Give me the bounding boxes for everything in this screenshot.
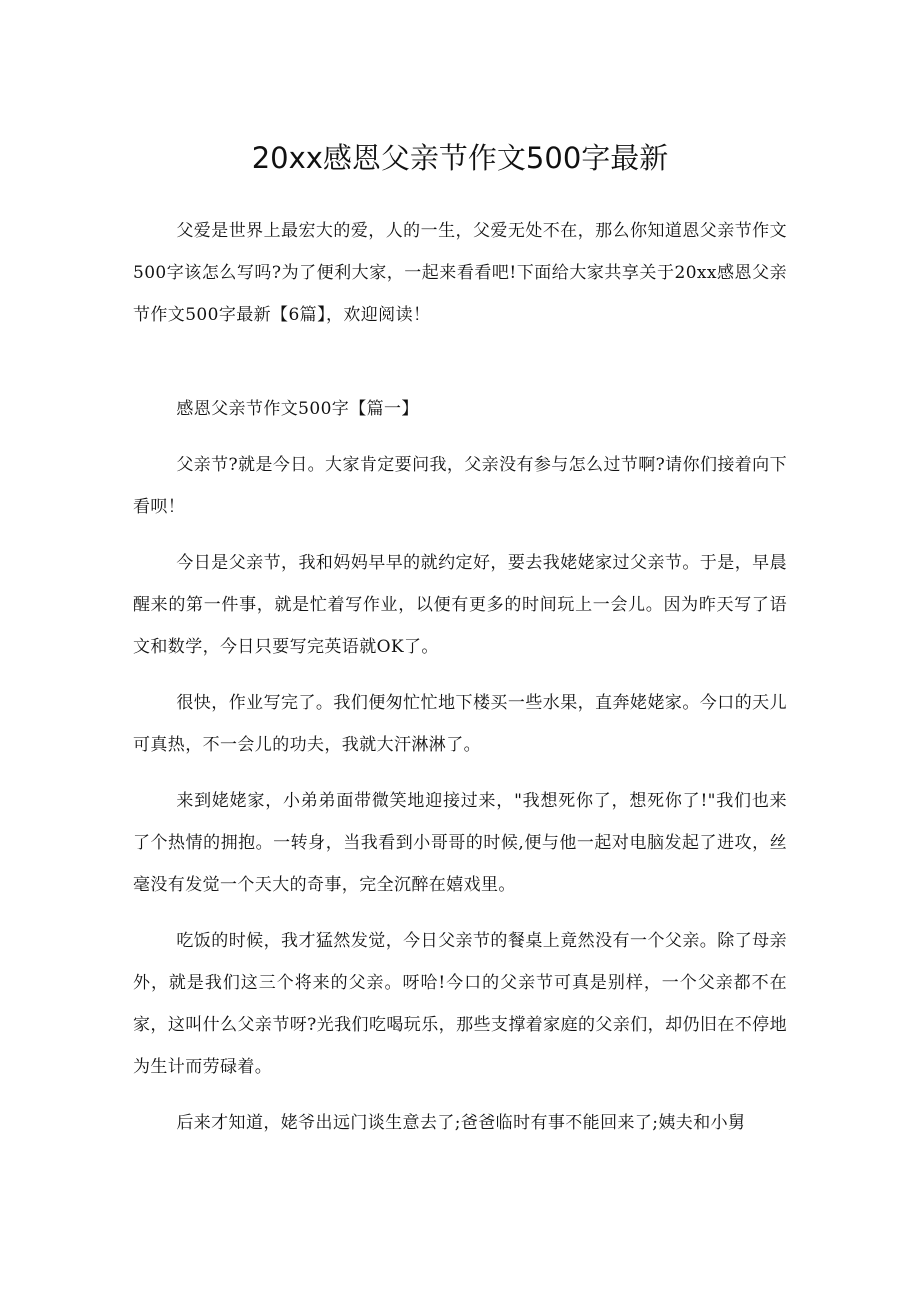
body-paragraph-1: 父亲节?就是今日。大家肯定要问我，父亲没有参与怎么过节啊?请你们接着向下看呗！ xyxy=(133,455,787,517)
intro-paragraph: 父爱是世界上最宏大的爱，人的一生，父爱无处不在，那么你知道恩父亲节作文500字该怎么写吗?为了便利大家，一起来看看吧!下面给大家共享关于20xx感恩父亲节作文500字最新【6篇】，欢迎阅读！ xyxy=(133,221,787,325)
body-paragraph-4: 来到姥姥家，小弟弟面带微笑地迎接过来，"我想死你了，想死你了!"我们也来了个热情的拥抱。一转身，当我看到小哥哥的时候,便与他一起对电脑发起了进攻，丝毫没有发觉一个天大的奇事，完全沉醉在嬉戏里。 xyxy=(133,791,787,895)
body-paragraph-2: 今日是父亲节，我和妈妈早早的就约定好，要去我姥姥家过父亲节。于是，早晨醒来的第一件事，就是忙着写作业，以便有更多的时间玩上一会儿。因为昨天写了语文和数学，今日只要写完英语就OK了。 xyxy=(133,553,787,657)
document-body xyxy=(133,210,787,1144)
body-paragraph-6: 后来才知道，姥爷出远门谈生意去了;爸爸临时有事不能回来了;姨夫和小舅 xyxy=(176,1113,746,1133)
body-paragraph-3: 很快，作业写完了。我们便匆忙忙地下楼买一些水果，直奔姥姥家。今口的天儿可真热，不一会儿的功夫，我就大汗淋淋了。 xyxy=(133,693,787,755)
document-title: 20xx感恩父亲节作文500字最新 xyxy=(251,141,669,175)
section-heading: 感恩父亲节作文500字【篇一】 xyxy=(176,399,419,419)
body-paragraph-5: 吃饭的时候，我才猛然发觉，今日父亲节的餐桌上竟然没有一个父亲。除了母亲外，就是我们这三个将来的父亲。呀哈!今口的父亲节可真是别样，一个父亲都不在家，这叫什么父亲节呀?光我们吃喝玩乐，那些支撑着家庭的父亲们，却仍旧在不停地为生计而劳碌着。 xyxy=(133,931,787,1077)
